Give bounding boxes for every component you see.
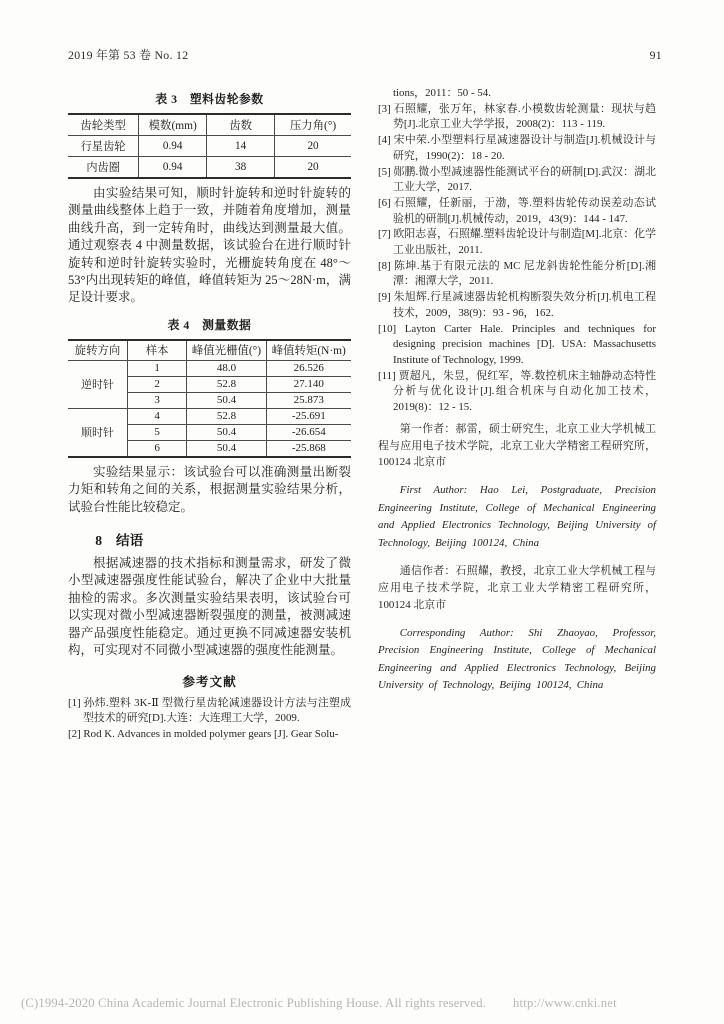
table4-cell: 50.4: [187, 440, 266, 457]
table3-header-cell: 压力角(°): [275, 114, 351, 136]
table4-cell: 52.8: [187, 408, 266, 424]
table4-cell: 25.873: [266, 392, 351, 408]
first-author-note-en: First Author: Hao Lei, Postgraduate, Precision Engineering Institute, College of Mechanical Engineering and Applied Electronics Technology, Beijing University of Technology, Beijing 100124, China: [378, 484, 656, 549]
section-heading-conclusion: [68, 529, 351, 549]
reference-item: [8] 陈坤.基于有限元法的 MC 尼龙斜齿轮性能分析[D].湘潭：湘潭大学，2011.: [378, 259, 656, 288]
table4-cell: 50.4: [187, 392, 266, 408]
first-author-note-zh: 第一作者：郝雷，硕士研究生，北京工业大学机械工程与应用电子技术学院，北京工业大学精密工程研究所，100124 北京市: [378, 422, 656, 469]
table3-header-cell: 齿数: [207, 114, 275, 136]
table4-cell: 6: [127, 440, 186, 457]
table4-cell: 48.0: [187, 360, 266, 376]
cnki-copyright-footer: [21, 996, 617, 1011]
table3-cell: 38: [207, 157, 275, 179]
body-paragraph-results: 由实验结果可知，顺时针旋转和逆时针旋转的测量曲线整体上趋于一致，并随着角度增加，测量曲线升高，到一定转角时，曲线达到测量最大值。通过观察表 4 中测量数据，该试验台在进行顺时针旋转和逆时针旋转实验时，光栅旋转角度在 48°～53°内出现转矩的峰值，峰值转矩为 25～28N·m，满足设计要求。: [68, 186, 351, 305]
table3-header-row: [68, 114, 351, 136]
table3-cell: 20: [275, 136, 351, 157]
section-number: 8: [95, 533, 102, 549]
table3-cell: 内齿圈: [68, 157, 139, 179]
page-number: 91: [649, 48, 662, 62]
reference-item: [4] 宋中荣.小型塑料行星减速器设计与制造[J].机械设计与研究，1990(2)：18 - 20.: [378, 134, 656, 162]
reference-item: [10] Layton Carter Hale. Principles and techniques for designing precision machines [D]. USA: Massachusetts Institute of Technology, 1999.: [378, 322, 656, 366]
corresponding-author-note-zh: 通信作者：石照耀，教授，北京工业大学机械工程与应用电子技术学院，北京工业大学精密工程研究所，100124 北京市: [378, 565, 656, 611]
table3-cell: 14: [207, 136, 275, 157]
left-column: [68, 88, 351, 743]
table4-cell: 5: [127, 424, 186, 440]
section-title: 结语: [115, 533, 144, 549]
table-measurement-data: [68, 339, 351, 458]
table4-header-cell: 峰值光栅值(°): [187, 340, 266, 361]
table4-cell: 2: [127, 376, 186, 392]
table3-row: [68, 157, 351, 179]
table4-header-cell: 旋转方向: [68, 340, 127, 361]
table4-header-row: [68, 340, 351, 361]
reference-item: [11] 贾超凡，朱昱，倪红军，等.数控机床主轴静动态特性分析与优化设计[J].组合机床与自动化加工技术，2019(8)：12 - 15.: [378, 369, 656, 414]
table-gear-parameters: [68, 113, 351, 179]
table4-cell: -25.868: [266, 440, 351, 457]
reference-item: [2] Rod K. Advances in molded polymer gears [J]. Gear Solu-: [68, 727, 339, 740]
table4-cell: 1: [127, 360, 186, 376]
table4-cell: 3: [127, 392, 186, 408]
table3-cell: 0.94: [139, 136, 207, 157]
body-paragraph-conclusion-intro: 实验结果显示：该试验台可以准确测量出断裂力矩和转角之间的关系，根据测量实验结果分析，试验台性能比较稳定。: [68, 464, 351, 514]
table3-header-cell: 模数(mm): [139, 114, 207, 136]
copyright-text: (C)1994-2020 China Academic Journal Electronic Publishing House. All rights reserved.: [21, 996, 487, 1010]
table4-cell: -26.654: [266, 424, 351, 440]
reference-item: [9] 朱旭辉.行星减速器齿轮机构断裂失效分析[J].机电工程技术，2009，38(9)：93 - 96，162.: [378, 291, 656, 319]
table3-header-cell: 齿轮类型: [68, 114, 139, 136]
table4-caption: 表 4 测量数据: [167, 317, 252, 332]
table3-caption: 表 3 塑料齿轮参数: [155, 92, 264, 106]
table3-cell: 行星齿轮: [68, 136, 139, 157]
table4-header-cell: 峰值转矩(N·m): [266, 340, 351, 361]
reference-item: [5] 郧鹏.微小型减速器性能测试平台的研制[D].武汉：湖北工业大学，2017.: [378, 165, 656, 194]
journal-volume-info: 2019 年第 53 卷 No. 12: [68, 48, 189, 62]
table4-direction-cell: 顺时针: [68, 408, 127, 457]
reference-continuation: tions，2011：50 - 54.: [393, 87, 491, 99]
body-paragraph-summary: 根据减速器的技术指标和测量需求，研发了微小型减速器强度性能试验台，解决了企业中大批量抽检的需求。多次测量实验结果表明，该试验台可以实现对微小型减速器断裂强度的测量，被测减速器产品强度性能稳定。通过更换不同减速器安装机构，可实现对不同微小型减速器的强度性能测量。: [68, 556, 351, 658]
reference-item: [6] 石照耀，任新丽，于渤，等.塑料齿轮传动误差动态试验机的研制[J].机械传动，2019，43(9)：144 - 147.: [378, 196, 656, 225]
table3-row: [68, 136, 351, 157]
table3-cell: 0.94: [139, 157, 207, 179]
references-heading: 参考文献: [182, 674, 237, 689]
corresponding-author-note-en: Corresponding Author: Shi Zhaoyao, Professor, Precision Engineering Institute, College of Mechanical Engineering and Applied Electronics Technology, Beijing University of Technology, Beijing 100124, China: [378, 626, 656, 692]
right-column: [378, 86, 656, 706]
table4-row: [68, 360, 351, 376]
table4-cell: -25.691: [266, 408, 351, 424]
table4-cell: 50.4: [187, 424, 266, 440]
table3-cell: 20: [275, 157, 351, 179]
running-head: [68, 46, 662, 63]
table4-cell: 26.526: [266, 360, 351, 376]
table4-header-cell: 样本: [127, 340, 186, 361]
table4-cell: 4: [127, 408, 186, 424]
table4-row: [68, 408, 351, 424]
table4-cell: 52.8: [187, 376, 266, 392]
table4-direction-cell: 逆时针: [68, 360, 127, 408]
reference-item: [7] 欧阳志喜，石照耀.塑料齿轮设计与制造[M].北京：化学工业出版社，2011.: [378, 228, 656, 257]
reference-item: [1] 孙炜.塑料 3K-Ⅱ 型微行星齿轮减速器设计方法与注塑成型技术的研究[D].大连：大连理工大学，2009.: [68, 696, 351, 725]
table4-cell: 27.140: [266, 376, 351, 392]
reference-item: [3] 石照耀，张万年，林家春.小模数齿轮测量：现状与趋势[J].北京工业大学学报，2008(2)：113 - 119.: [378, 102, 656, 131]
cnki-url: http://www.cnki.net: [513, 996, 617, 1010]
